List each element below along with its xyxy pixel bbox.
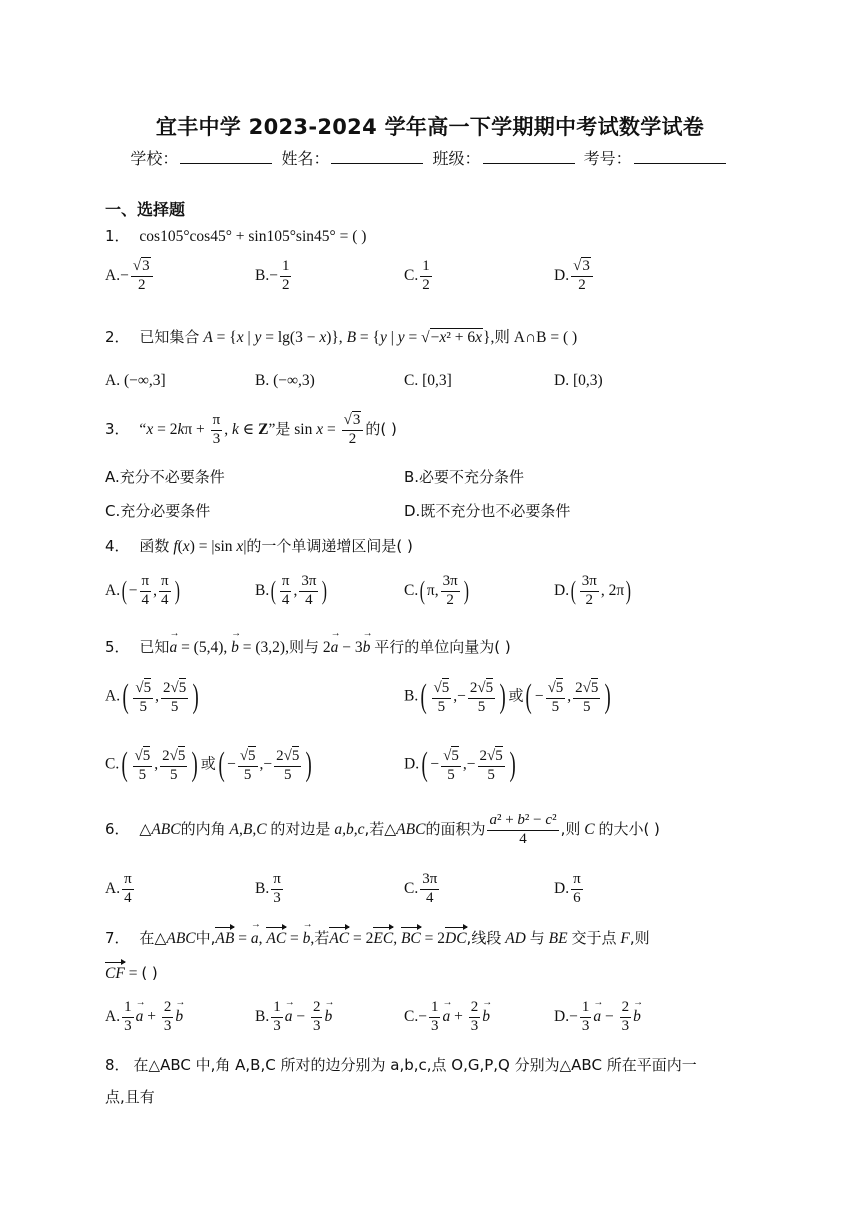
q2-option-c[interactable]: C. [0,3] (404, 372, 452, 389)
school-blank[interactable] (180, 149, 272, 164)
q6-option-a[interactable]: A. $\frac{\pi}{4}$ (105, 871, 132, 906)
q1-option-b[interactable]: B.− $\frac{1}{2}$ (255, 258, 290, 293)
q7-option-a[interactable]: A. $\frac{1}{3}$ → a + $\frac{2}{3}$ → b (105, 1000, 183, 1035)
question-5: 5． 已知→ a = (5,4), → b = (3,2),则与 2→ a − 3→ b 平行的单位向量为( ) (105, 636, 511, 657)
question-7-line2: CF = ( ) (105, 964, 158, 982)
id-blank[interactable] (634, 149, 726, 164)
q2-option-b[interactable]: B. (−∞,3) (255, 372, 315, 389)
q5-option-a[interactable]: A.( $\frac{√5}{5}$ , $\frac{2√5}{5}$ ) (105, 677, 200, 715)
q6-option-c[interactable]: C. $\frac{3\pi}{4}$ (404, 871, 438, 906)
question-2: 2． 已知集合 A = {x | y = lg(3 − x)}, B = {y | y = √−x² + 6x},则 A∩B = ( ) (105, 328, 578, 346)
question-1: 1． cos105°cos45° + sin105°sin45° = ( ) (105, 227, 367, 245)
q5-option-b[interactable]: B.( $\frac{√5}{5}$ ,− $\frac{2√5}{5}$ ) 或( − $\frac{√5}{5}$ , $\frac{2√5}{5}$ ) (404, 677, 612, 715)
question-6: 6． △ABC的内角 A,B,C 的对边是 a,b,c,若△ABC的面积为 $\frac{\text{a² + b² − c²}}{4}$ ,则 C 的大小( ) (105, 812, 660, 847)
q3-option-d[interactable]: D.既不充分也不必要条件 (404, 502, 571, 520)
question-8: 8． 在△ABC 中,角 A,B,C 所对的边分别为 a,b,c,点 O,G,P,Q 分别为△ABC 所在平面内一 (105, 1056, 697, 1074)
q5-option-d[interactable]: D.( − $\frac{√5}{5}$ ,− $\frac{2√5}{5}$ ) (404, 745, 516, 783)
q4-option-d[interactable]: D.( $\frac{3\pi}{2}$ , 2π) (554, 573, 632, 608)
class-blank[interactable] (483, 149, 575, 164)
q1-option-a[interactable]: A.− $\frac{√3}{2}$ (105, 259, 155, 294)
page-title: 宜丰中学 2023-2024 学年高一下学期期中考试数学试卷 (155, 115, 705, 139)
section-title: 一、选择题 (105, 200, 186, 219)
student-info-line (0, 146, 860, 169)
q7-option-d[interactable]: D.− $\frac{1}{3}$ → a − $\frac{2}{3}$ → b (554, 1000, 641, 1035)
id-label: 考号： (583, 149, 632, 168)
class-label: 班级： (432, 149, 481, 168)
question-3: 3． “x = 2kπ + $\frac{\pi}{3}$ , k ∈ Z”是 sin x = $\frac{√3}{2}$ 的( ) (105, 412, 397, 447)
q1-option-d[interactable]: D. $\frac{√3}{2}$ (554, 259, 595, 294)
q6-option-b[interactable]: B. $\frac{\pi}{3}$ (255, 871, 281, 906)
q5-option-c[interactable]: C.( $\frac{√5}{5}$ , $\frac{2√5}{5}$ ) 或( − $\frac{√5}{5}$ ,− $\frac{2√5}{5}$ ) (105, 745, 313, 783)
q3-option-b[interactable]: B.必要不充分条件 (404, 468, 525, 486)
q6-option-d[interactable]: D. $\frac{\pi}{6}$ (554, 871, 581, 906)
q4-option-b[interactable]: B.( $\frac{\pi}{4}$ , $\frac{3\pi}{4}$ ) (255, 573, 328, 608)
school-label: 学校： (130, 149, 179, 168)
question-4: 4． 函数 f(x) = |sin x|的一个单调递增区间是( ) (105, 537, 413, 555)
name-blank[interactable] (331, 149, 423, 164)
q2-option-a[interactable]: A. (−∞,3] (105, 372, 166, 389)
q3-option-c[interactable]: C.充分必要条件 (105, 502, 211, 520)
q1-stem: cos105°cos45° + sin105°sin45° = ( ) (139, 228, 367, 245)
name-label: 姓名： (281, 149, 330, 168)
q3-option-a[interactable]: A.充分不必要条件 (105, 468, 225, 486)
question-7: 7． 在△ABC中,AB = → a, AC = → b,若AC = 2EC, BC = 2DC,线段 AD 与 BE 交于点 F,则 (105, 927, 650, 948)
q7-option-b[interactable]: B. $\frac{1}{3}$ → a − $\frac{2}{3}$ → b (255, 1000, 332, 1035)
q7-option-c[interactable]: C.− $\frac{1}{3}$ → a + $\frac{2}{3}$ → b (404, 1000, 490, 1035)
q2-option-d[interactable]: D. [0,3) (554, 372, 603, 389)
q1-option-c[interactable]: C. $\frac{1}{2}$ (404, 258, 430, 293)
q4-option-c[interactable]: C.( π, $\frac{3\pi}{2}$ ) (404, 573, 469, 608)
question-8-line2: 点,且有 (105, 1088, 155, 1106)
q2-set-expr: A = {x | y = lg(3 − x)}, B = {y | y = √−x² + 6x} (203, 329, 491, 346)
q4-option-a[interactable]: A.( − $\frac{\pi}{4}$ , $\frac{\pi}{4}$ ) (105, 573, 180, 608)
